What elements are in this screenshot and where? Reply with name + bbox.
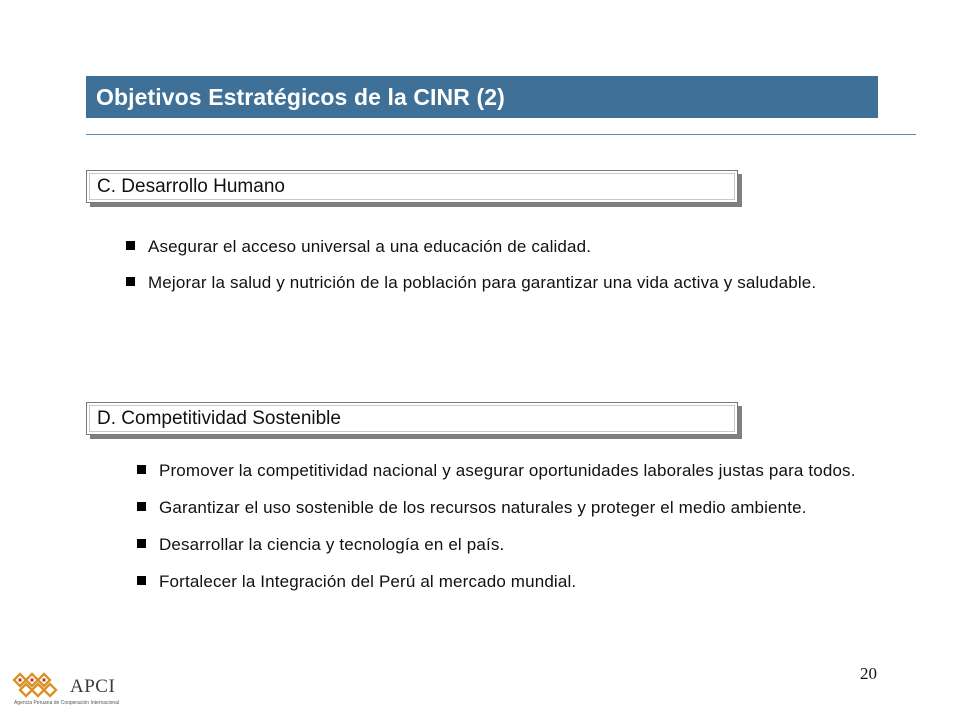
list-item bbox=[135, 493, 859, 522]
square-bullet-icon bbox=[137, 539, 146, 548]
bullet-text: Promover la competitividad nacional y asegurar oportunidades laborales justas para todos. bbox=[159, 461, 856, 480]
bullet-text: Garantizar el uso sostenible de los recursos naturales y proteger el medio ambiente. bbox=[159, 498, 807, 517]
logo-name: APCI bbox=[70, 676, 116, 697]
list-item bbox=[135, 530, 875, 559]
list-item bbox=[135, 456, 859, 485]
apci-logo-icon bbox=[12, 670, 64, 700]
title-divider bbox=[86, 134, 916, 135]
logo-subtitle: Agencia Peruana de Cooperación Internacional bbox=[14, 700, 120, 706]
square-bullet-icon bbox=[137, 502, 146, 511]
square-bullet-icon bbox=[126, 241, 135, 250]
page-number: 20 bbox=[860, 664, 877, 683]
list-item bbox=[124, 232, 894, 261]
bullet-list-desarrollo-humano bbox=[124, 232, 894, 297]
section-heading-label: D. Competitividad Sostenible bbox=[97, 407, 341, 429]
bullet-text: Mejorar la salud y nutrición de la población para garantizar una vida activa y saludable. bbox=[148, 273, 817, 292]
section-heading-label: C. Desarrollo Humano bbox=[97, 175, 285, 197]
list-item bbox=[124, 268, 878, 297]
square-bullet-icon bbox=[137, 465, 146, 474]
square-bullet-icon bbox=[126, 277, 135, 286]
list-item bbox=[135, 567, 875, 596]
slide-title: Objetivos Estratégicos de la CINR (2) bbox=[96, 83, 505, 110]
section-heading-desarrollo-humano bbox=[86, 170, 738, 203]
slide-title-bar bbox=[86, 76, 878, 118]
bullet-list-competitividad-sostenible bbox=[135, 456, 875, 596]
bullet-text: Asegurar el acceso universal a una educación de calidad. bbox=[148, 237, 592, 256]
bullet-text: Fortalecer la Integración del Perú al mercado mundial. bbox=[159, 572, 577, 591]
bullet-text: Desarrollar la ciencia y tecnología en el país. bbox=[159, 535, 505, 554]
apci-logo bbox=[12, 670, 122, 710]
section-heading-competitividad-sostenible bbox=[86, 402, 738, 435]
square-bullet-icon bbox=[137, 576, 146, 585]
